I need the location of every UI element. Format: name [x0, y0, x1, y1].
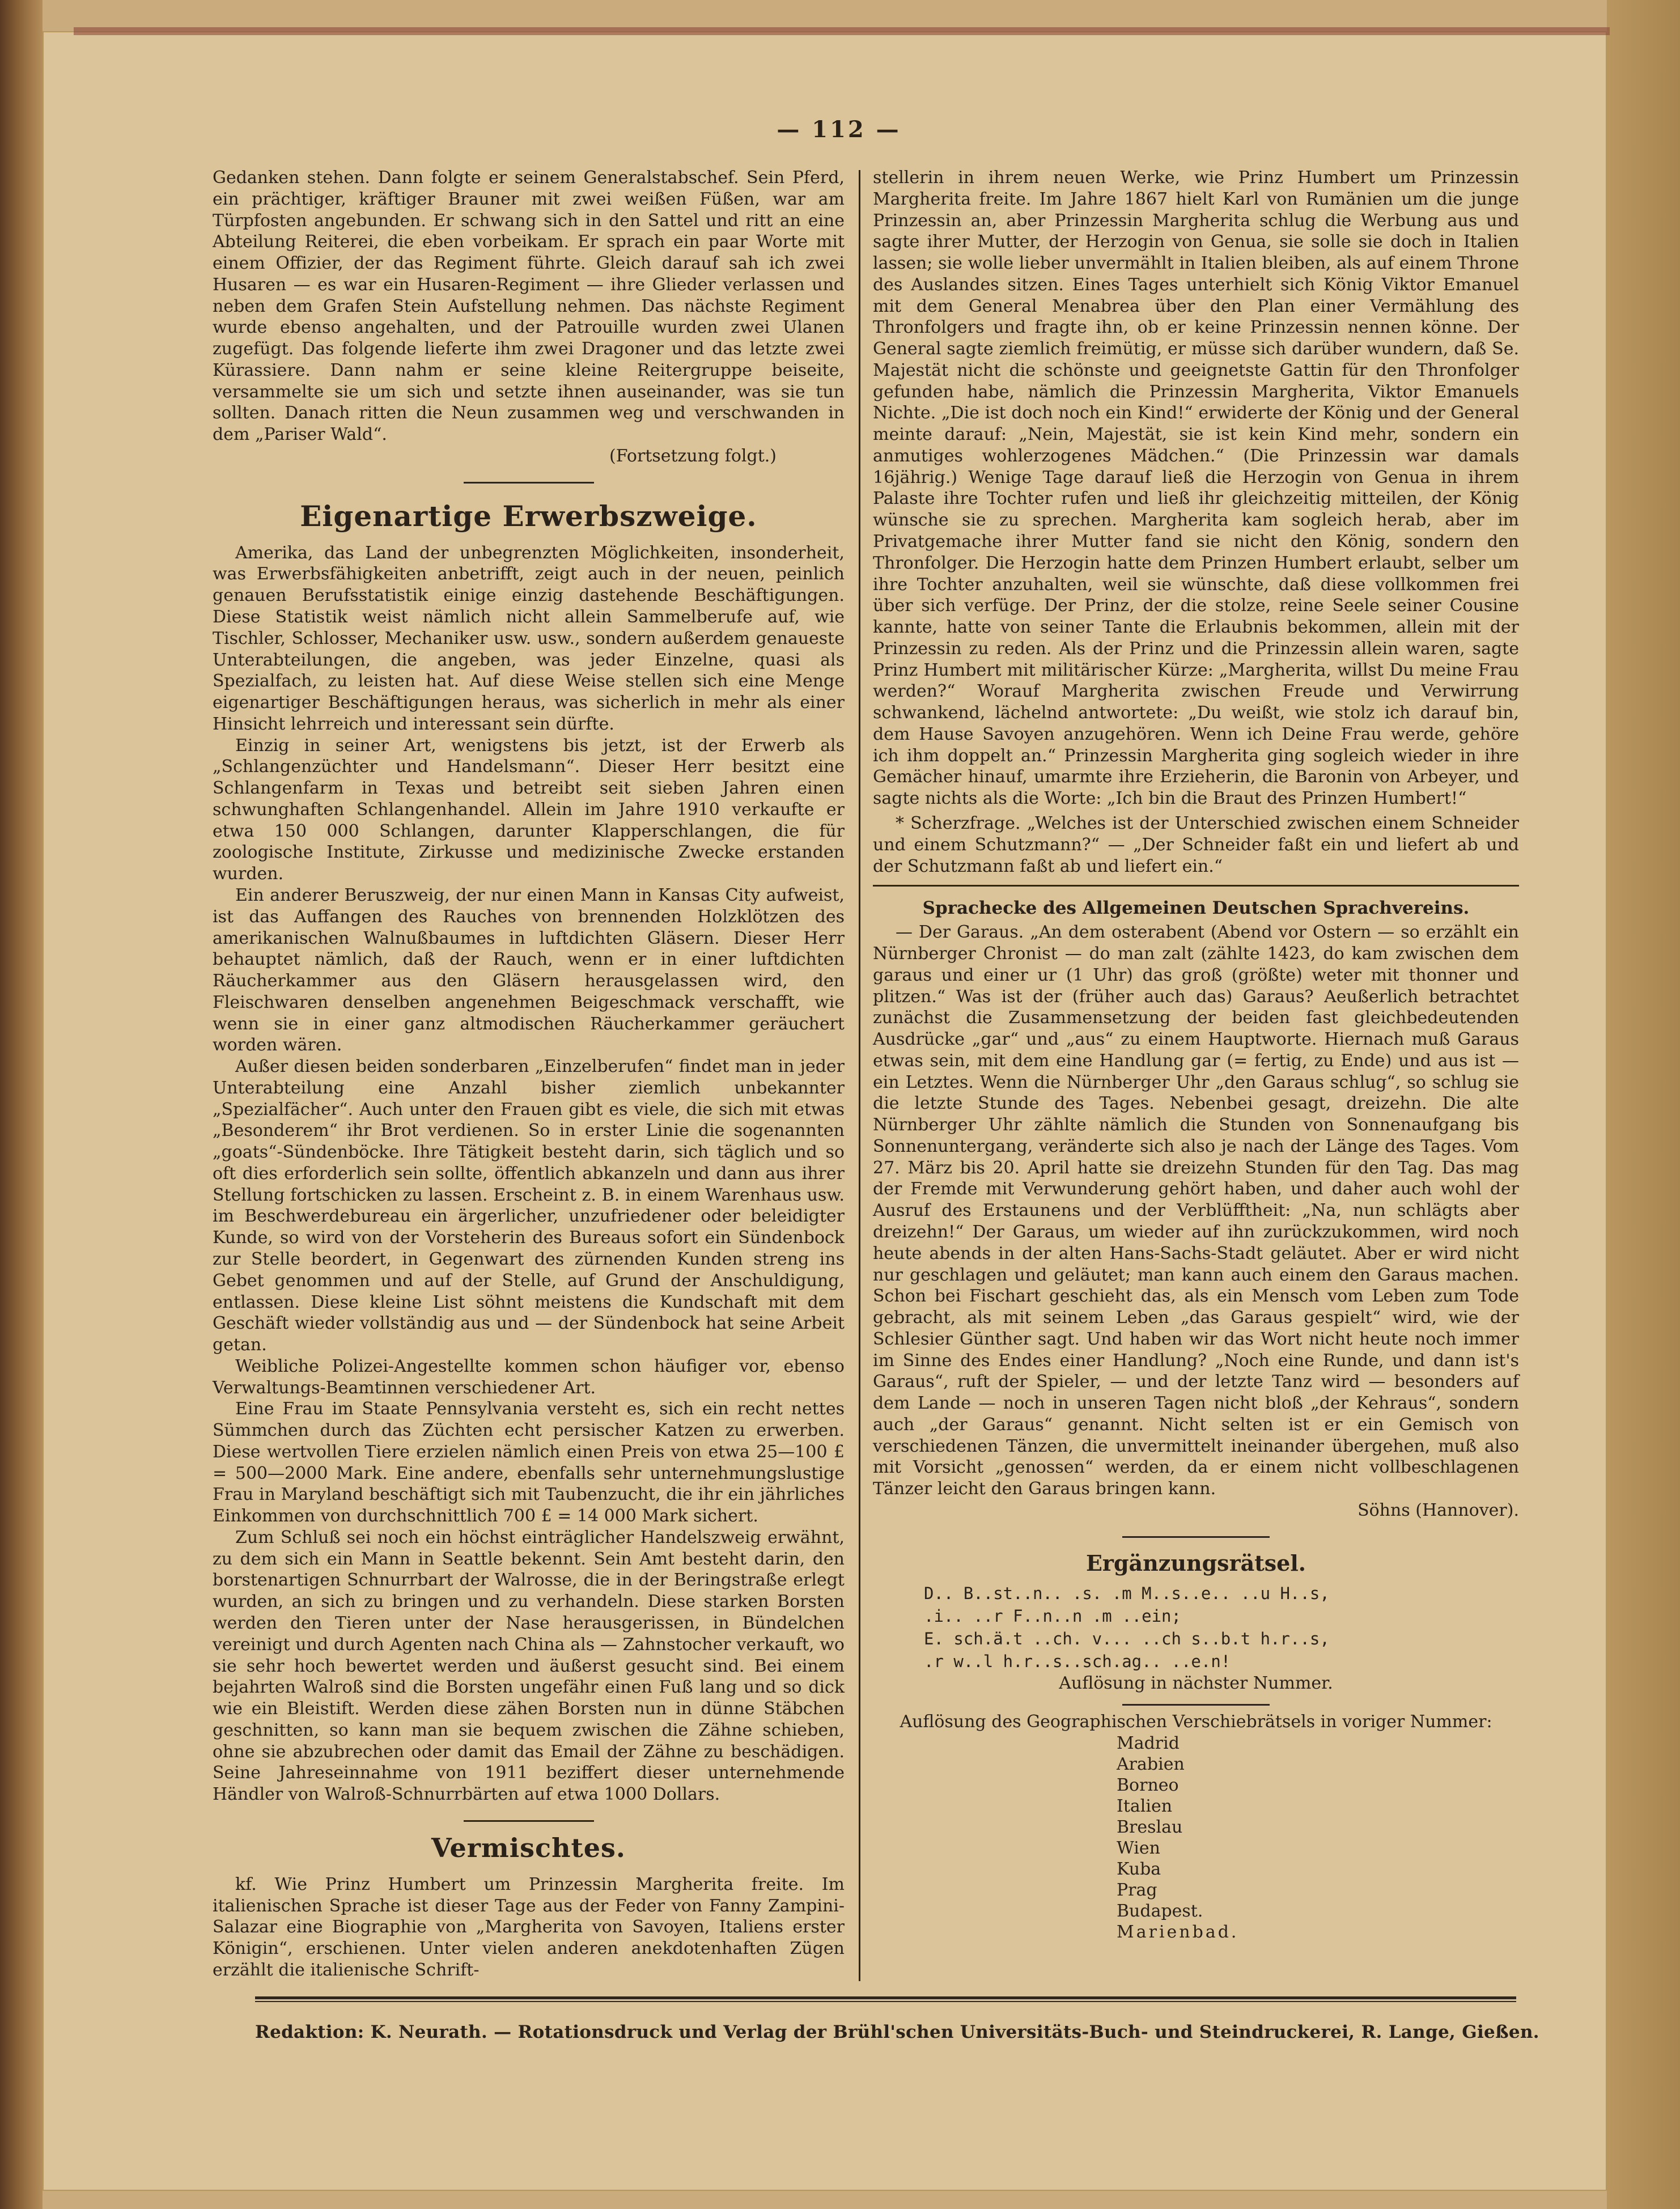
section-rule	[1122, 1536, 1270, 1538]
section-rule	[1122, 1704, 1270, 1706]
article-paragraph: Einzig in seiner Art, wenigstens bis jetzt, ist der Erwerb als „Schlangenzüchter und Handelsmann“. Dieser Herr besitzt eine Schlangenfarm in Texas und betreibt seit sieben Jahren einen schwunghaften Schlangenhandel. Allein im Jahre 1910 verkaufte er etwa 150 000 Schlangen, darunter Klapperschlangen, die für zoologische Institute, Zirkusse und medizinische Zwecke erstanden wurden.	[213, 735, 845, 884]
misc-paragraph: kf. Wie Prinz Humbert um Prinzessin Margherita freite. Im italienischen Sprache ist dieser Tage aus der Feder von Fanny Zampini-Salazar eine Biographie von „Margherita von Savoyen, Italiens erster Königin“, erschienen. Unter vielen anderen anekdotenhaften Zügen erzählt die italienische Schrift-	[213, 1874, 845, 1980]
misc-continuation: stellerin in ihrem neuen Werke, wie Prinz Humbert um Prinzessin Margherita freite. Im Jahre 1867 hielt Karl von Rumänien um die junge Prinzessin an, aber Prinzessin Margherita schlug die Werbung aus und sagte ihrer Mutter, der Herzogin von Genua, sie solle sie doch in Italien lassen; sie wolle lieber unvermählt in Italien bleiben, als auf einem Throne des Auslandes sitzen. Eines Tages unterhielt sich König Viktor Emanuel mit dem General Menabrea über den Plan einer Vermählung des Thronfolgers und fragte ihn, ob er keine Prinzessin nennen könne. Der General sagte ziemlich freimütig, er müsse sich darüber wundern, daß Se. Majestät nicht die schönste und geeignetste Gattin für den Thronfolger gefunden habe, nämlich die Prinzessin Margherita, Viktor Emanuels Nichte. „Die ist doch noch ein Kind!“ erwiderte der König und der General meinte darauf: „Nein, Majestät, sie ist kein Kind mehr, sondern ein anmutiges wohlerzogenes Mädchen.“ (Die Prinzessin war damals 16jährig.) Wenige Tage darauf ließ die Herzogin von Genua in ihrem Palaste ihre Tochter rufen und ließ ihr gleichzeitig mitteilen, der König wünsche sie zu sprechen. Margherita kam sogleich herab, aber im Privatgemache ihrer Mutter fand sie nicht den König, sondern den Thronfolger. Die Herzogin hatte dem Prinzen Humbert erlaubt, selber um ihre Tochter anzuhalten, weil sie wünschte, daß diese vollkommen frei über sich verfüge. Der Prinz, der die stolze, reine Seele seiner Cousine kannte, hatte von seiner Tante die Erlaubnis bekommen, allein mit der Prinzessin zu reden. Als der Prinz und die Prinzessin allein waren, sagte Prinz Humbert mit militärischer Kürze: „Margherita, willst Du meine Frau werden?“ Worauf Margherita zwischen Freude und Verwirrung schwankend, lächelnd antwortete: „Du weißt, wie stolz ich darauf bin, dem Hause Savoyen anzugehören. Wenn ich Deine Frau werde, gehöre ich ihm doppelt an.“ Prinzessin Margherita ging sogleich wieder in ihre Gemächer hinauf, umarmte ihre Erzieherin, die Baronin von Arbeyer, und sagte nichts als die Worte: „Ich bin die Braut des Prinzen Humbert!“	[873, 168, 1519, 809]
solution-item: Wien	[1117, 1838, 1160, 1859]
article-paragraph: Eine Frau im Staate Pennsylvania versteht es, sich ein recht nettes Sümmchen durch das Züchten echt persischer Katzen zu erwerben. Diese wertvollen Tiere erzielen nämlich einen Preis von etwa 25—100 £ = 500—2000 Mark. Eine andere, ebenfalls sehr unternehmungslustige Frau in Maryland beschäftigt sich mit Taubenzucht, die ihr ein jährliches Einkommen von durchschnittlich 700 £ = 14 000 Mark sichert.	[213, 1399, 845, 1527]
solution-item: Marienbad.	[1117, 1922, 1239, 1943]
solution-item: Italien	[1117, 1796, 1173, 1817]
solution-item: Prag	[1117, 1880, 1157, 1901]
puzzle-line: .r w..l h.r..s..sch.ag.. ..e.n!	[924, 1651, 1231, 1671]
right-column	[873, 167, 1519, 1943]
puzzle-line: E. sch.ä.t ..ch. v... ..ch s..b.t h.r..s,	[924, 1629, 1330, 1648]
solution-heading: Auflösung des Geographischen Verschiebrätsels in voriger Nummer:	[900, 1712, 1492, 1732]
article-paragraph: Zum Schluß sei noch ein höchst einträglicher Handelszweig erwähnt, zu dem sich ein Mann in Seattle bekennt. Sein Amt besteht darin, den borstenartigen Schnurrbart der Walrosse, die in der Beringstraße erlegt wurden, an sich zu bringen und zu verhandeln. Diese starken Borsten werden den Tieren unter der Nase herausgerissen, in Bündelchen vereinigt und durch Agenten nach China als — Zahnstocher verkauft, wo sie sehr hoch bewertet werden und äußerst gesucht sind. Bei einem bejahrten Walroß sind die Borsten ungefähr einen Fuß lang und so dick wie ein Bleistift. Werden diese zähen Borsten nun in dünne Stäbchen geschnitten, so kann man sie bequem zwischen die Zähne schieben, ohne sie abzubrechen oder damit das Email der Zähne zu beschädigen. Seine Jahreseinnahme von 1911 beziffert dieser unternehmende Händler von Walroß-Schnurrbärten auf etwa 1000 Dollars.	[213, 1527, 845, 1805]
solution-item: Kuba	[1117, 1859, 1161, 1880]
article-heading: Eigenartige Erwerbszweige.	[300, 499, 757, 533]
solution-item: Borneo	[1117, 1775, 1179, 1796]
article-paragraph: Weibliche Polizei-Angestellte kommen schon häufiger vor, ebenso Verwaltungs-Beamtinnen verschiedener Art.	[213, 1356, 845, 1398]
footer-rule	[255, 1996, 1516, 1999]
solution-list	[873, 1733, 1519, 1943]
section-rule	[873, 885, 1519, 887]
column-divider	[859, 170, 860, 1981]
left-column	[213, 167, 845, 1981]
page-number: — 112 —	[777, 116, 901, 143]
section-rule	[464, 482, 594, 484]
article-paragraph: Ein anderer Beruszweig, der nur einen Mann in Kansas City aufweist, ist das Auffangen des Rauches von brennenden Holzklötzen des amerikanischen Walnußbaumes in luftdichten Gläsern. Dieser Herr behauptet nämlich, daß der Rauch, wenn er in einer luftdichten Räucherkammer aus den Gläsern herausgelassen wird, den Fleischwaren denselben angenehmen Beigeschmack verschafft, wie wenn sie in einer ganz altmodischen Räucherkammer geräuchert worden wären.	[213, 885, 845, 1055]
language-corner-heading: Sprachecke des Allgemeinen Deutschen Sprachvereins.	[922, 898, 1470, 919]
footer-rule	[255, 2001, 1516, 2002]
solution-item: Arabien	[1117, 1754, 1185, 1775]
language-corner-paragraph: — Der Garaus. „An dem osterabent (Abend vor Ostern — so erzählt ein Nürnberger Chronist — do man zalt (zählte 1423, do kam zwischen dem garaus und einer ur (1 Uhr) das groß (größte) weter mit thonner und plitzen.“ Was ist der (früher auch das) Garaus? Aeußerlich betrachtet zunächst die Zusammensetzung der beiden fast gleichbedeutenden Ausdrücke „gar“ und „aus“ zu einem Hauptworte. Hiernach muß Garaus etwas sein, mit dem eine Handlung gar (= fertig, zu Ende) und aus ist — ein Letztes. Wenn die Nürnberger Uhr „den Garaus schlug“, so schlug sie die letzte Stunde des Tages. Nebenbei gesagt, dreizehn. Die alte Nürnberger Uhr zählte nämlich die Stunden von Sonnenaufgang bis Sonnenuntergang, veränderte sich also je nach der Länge des Tages. Vom 27. März bis 20. April hatte sie dreizehn Stunden für den Tag. Das mag der Fremde mit Verwunderung gehört haben, und daher auch wohl der Ausruf des Erstaunens und der Verblüfftheit: „Na, nun schlägts aber dreizehn!“ Der Garaus, um wieder auf ihn zurückzukommen, wird noch heute abends in der alten Hans-Sachs-Stadt geläutet. Aber er wird nicht nur geschlagen und geläutet; man kann auch einem den Garaus machen. Schon bei Fischart geschieht das, als ein Mensch vom Leben zum Tode gebracht, als mit seinem Leben „das Garaus gespielt“ wird, wie der Schlesier Günther sagt. Und haben wir das Wort nicht heute noch immer im Sinne des Endes einer Handlung? „Noch eine Runde, und dann ist's Garaus“, ruft der Spieler, — und der letzte Tanz wird — besonders auf dem Lande — noch in unseren Tagen nicht bloß „der Kehraus“, sondern auch „der Garaus“ genannt. Nicht selten ist er ein Gemisch von verschiedenen Tänzen, die unvermittelt ineinander übergehen, muß also mit Vorsicht „genossen“ werden, da er einem nicht vollbeschlagenen Tänzer leicht den Garaus bringen kann.	[873, 922, 1519, 1499]
book-spine	[0, 0, 43, 2209]
language-corner-signature: Söhns (Hannover).	[1357, 1500, 1519, 1520]
article-paragraph: Außer diesen beiden sonderbaren „Einzelberufen“ findet man in jeder Unterabteilung eine Anzahl bisher ziemlich unbekannter „Spezialfächer“. Auch unter den Frauen gibt es viele, die sich mit etwas „Besonderem“ ihr Brot verdienen. So in erster Linie die sogenannten „goats“-Sündenböcke. Ihre Tätigkeit besteht darin, sich täglich und so oft dies erforderlich sein sollte, öffentlich abkanzeln und dann aus ihrer Stellung fortschicken zu lassen. Erscheint z. B. in einem Warenhaus usw. im Beschwerdebureau ein ärgerlicher, unzufriedener oder beleidigter Kunde, so wird von der Vorsteherin des Bureaus sofort ein Sündenbock zur Stelle beordert, in Gegenwart des zürnenden Kunden streng ins Gebet genommen und auf der Stelle, auf Grund der Anschuldigung, entlassen. Diese kleine List söhnt meistens die Kundschaft mit dem Geschäft wieder vollständig aus und — der Sündenbock hat seine Arbeit getan.	[213, 1057, 845, 1355]
misc-heading: Vermischtes.	[431, 1832, 626, 1863]
to-be-continued: (Fortsetzung folgt.)	[609, 446, 777, 466]
section-rule	[464, 1820, 594, 1822]
joke-paragraph: * Scherzfrage. „Welches ist der Unterschied zwischen einem Schneider und einem Schutzmann?“ — „Der Schneider faßt ein und liefert ab und der Schutzmann faßt ab und liefert ein.“	[873, 813, 1519, 876]
article-paragraph: Amerika, das Land der unbegrenzten Möglichkeiten, insonderheit, was Erwerbsfähigkeiten anbetrifft, zeigt auch in der neuen, peinlich genauen Berufsstatistik einige einzig dastehende Beschäftigungen. Diese Statistik weist nämlich nicht allein Sammelberufe auf, wie Tischler, Schlosser, Mechaniker usw. usw., sondern außerdem genaueste Unterabteilungen, die angeben, was jeder Einzelne, quasi als Spezialfach, zu leisten hat. Auf diese Weise stellen sich eine Menge eigenartiger Beschäftigungen heraus, was sicherlich in mehr als einer Hinsicht lehrreich und interessant sein dürfte.	[213, 542, 845, 734]
puzzle-lines	[873, 1582, 1519, 1673]
puzzle-note: Auflösung in nächster Nummer.	[1059, 1673, 1333, 1693]
top-edge-band	[74, 27, 1610, 35]
puzzle-line: .i.. ..r F..n..n .m ..ein;	[924, 1606, 1181, 1626]
solution-item: Madrid	[1117, 1733, 1180, 1754]
puzzle-heading: Ergänzungsrätsel.	[1085, 1550, 1306, 1576]
solution-item: Breslau	[1117, 1817, 1183, 1838]
serial-continuation: Gedanken stehen. Dann folgte er seinem Generalstabschef. Sein Pferd, ein prächtiger, kräftiger Brauner mit zwei weißen Füßen, war am Türpfosten angebunden. Er schwang sich in den Sattel und ritt an eine Abteilung Reiterei, die eben vorbeikam. Er sprach ein paar Worte mit einem Offizier, der das Regiment führte. Gleich darauf sah ich zwei Husaren — es war ein Husaren-Regiment — ihre Glieder verlassen und neben dem Grafen Stein Aufstellung nehmen. Das nächste Regiment wurde ebenso angehalten, und der Patrouille wurden zwei Ulanen zugefügt. Das folgende lieferte ihm zwei Dragoner und das letzte zwei Kürassiere. Dann nahm er seine kleine Reitergruppe beiseite, versammelte sie um sich und setzte ihnen auseinander, was sie tun sollten. Danach ritten die Neun zusammen weg und verschwanden in dem „Pariser Wald“.	[213, 168, 845, 445]
solution-item: Budapest.	[1117, 1901, 1203, 1922]
imprint-footer: Redaktion: K. Neurath. — Rotationsdruck und Verlag der Brühl'schen Universitäts-Buch- und Steindruckerei, R. Lange, Gießen.	[255, 2022, 1539, 2042]
puzzle-line: D.. B..st..n.. .s. .m M..s..e.. ..u H..s,	[924, 1583, 1330, 1603]
page-edge	[1607, 0, 1680, 2209]
